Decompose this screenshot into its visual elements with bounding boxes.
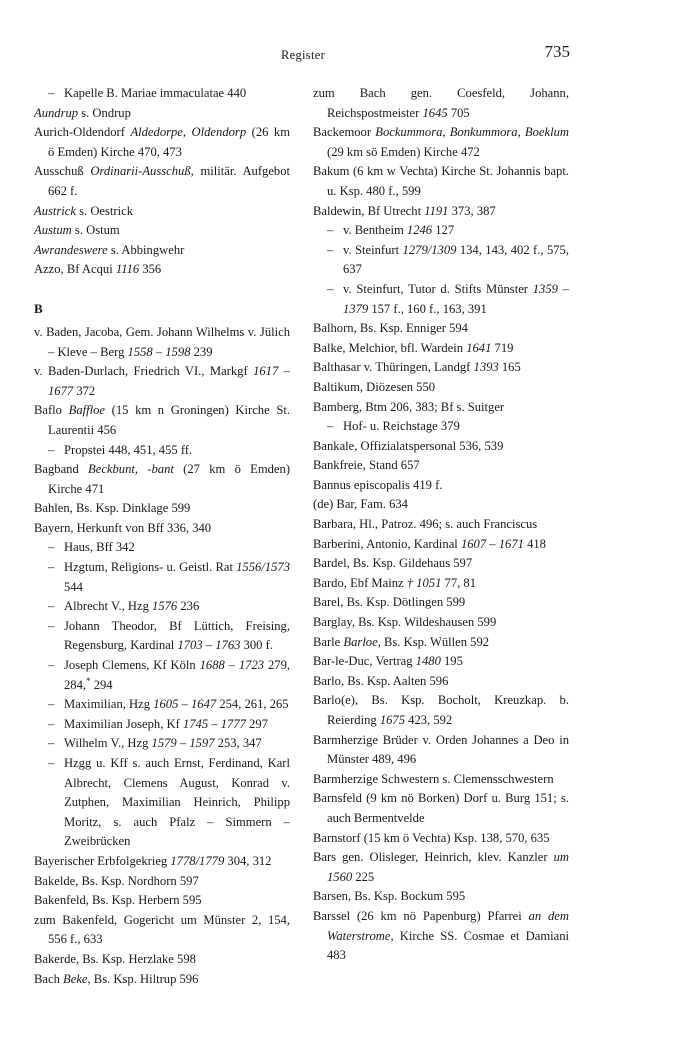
index-subentry: – Maximilian, Hzg 1605 – 1647 254, 261, 265 [34, 695, 290, 715]
index-entry: zum Bach gen. Coesfeld, Johann, Reichspostmeister 1645 705 [313, 86, 569, 120]
page-header [36, 42, 570, 66]
index-entry: Barnsfeld (9 km nö Borken) Dorf u. Burg 151; s. auch Bermentvelde [313, 791, 569, 825]
index-entry: Balthasar v. Thüringen, Landgf 1393 165 [313, 360, 521, 375]
index-entry: Bar-le-Duc, Vertrag 1480 195 [313, 654, 463, 669]
index-entry: Backemoor Bockummora, Bonkummora, Boeklum (29 km sö Emden) Kirche 472 [313, 125, 569, 159]
index-subentry: – Joseph Clemens, Kf Köln 1688 – 1723 279, 284,* 294 [34, 656, 290, 695]
index-entry: Bamberg, Btm 206, 383; Bf s. Suitger [313, 399, 505, 414]
index-entry: Barnstorf (15 km ö Vechta) Ksp. 138, 570, 635 [313, 830, 550, 845]
index-entry: Austum s. Ostum [34, 223, 120, 238]
page-number: 735 [544, 42, 570, 61]
index-entry: Barmherzige Schwestern s. Clemensschwestern [313, 771, 554, 786]
index-entry: Bakenfeld, Bs. Ksp. Herbern 595 [34, 893, 202, 908]
section-letter: B [34, 300, 43, 316]
index-entry: Bayerischer Erbfolgekrieg 1778/1779 304, 312 [34, 853, 272, 868]
index-subentry: – Propstei 448, 451, 455 ff. [34, 441, 290, 461]
index-entry: Bakerde, Bs. Ksp. Herzlake 598 [34, 951, 196, 966]
index-entry: Awrandeswere s. Abbingwehr [34, 242, 185, 257]
index-subentry: – Kapelle B. Mariae immaculatae 440 [34, 84, 290, 104]
index-entry: Bagband Beckbunt, -bant (27 km ö Emden) Kirche 471 [34, 462, 291, 496]
right-entries [313, 84, 569, 966]
index-subentry: – Wilhelm V., Hzg 1579 – 1597 253, 347 [34, 734, 290, 754]
left-column [34, 84, 290, 989]
index-entry: Bars gen. Olisleger, Heinrich, klev. Kanzler um 1560 225 [313, 850, 569, 884]
index-subentry: – Hzgg u. Kff s. auch Ernst, Ferdinand, Karl Albrecht, Clemens August, Konrad v. Zutphen, Maximilian Heinrich, Philipp Moritz, s. auch Pfalz – Simmern – Zweibrücken [34, 754, 290, 852]
index-entry: Aundrup s. Ondrup [34, 105, 131, 120]
index-entry: Bankfreie, Stand 657 [313, 458, 420, 473]
index-entry: Bahlen, Bs. Ksp. Dinklage 599 [34, 501, 191, 516]
index-entry: Barssel (26 km nö Papenburg) Pfarrei an dem Waterstrome, Kirche SS. Cosmae et Damiani 483 [313, 908, 569, 963]
index-entry: Barle Barloe, Bs. Ksp. Wüllen 592 [313, 634, 490, 649]
left-entries-b [34, 323, 290, 989]
index-entry: Baltikum, Diözesen 550 [313, 379, 436, 394]
index-entry: Azzo, Bf Acqui 1116 356 [34, 262, 162, 277]
running-head: Register [280, 48, 326, 62]
index-entry: Barberini, Antonio, Kardinal 1607 – 1671 418 [313, 536, 546, 551]
index-entry: Austrick s. Oestrick [34, 203, 133, 218]
index-entry: Baldewin, Bf Utrecht 1191 373, 387 [313, 203, 496, 218]
right-column [313, 84, 569, 966]
index-subentry: – v. Steinfurt, Tutor d. Stifts Münster 1359 – 1379 157 f., 160 f., 163, 391 [313, 280, 569, 319]
index-entry: Barlo(e), Bs. Ksp. Bocholt, Kreuzkap. b. Reierding 1675 423, 592 [313, 693, 569, 727]
index-subentry: – v. Bentheim 1246 127 [313, 221, 569, 241]
index-entry: Bakum (6 km w Vechta) Kirche St. Johannis bapt. u. Ksp. 480 f., 599 [313, 164, 569, 198]
index-entry: Bannus episcopalis 419 f. [313, 477, 443, 492]
index-entry: v. Baden, Jacoba, Gem. Johann Wilhelms v. Jülich – Kleve – Berg 1558 – 1598 239 [34, 324, 290, 359]
index-entry: Barmherzige Brüder v. Orden Johannes a Deo in Münster 489, 496 [313, 732, 569, 767]
index-entry: Barbara, Hl., Patroz. 496; s. auch Franciscus [313, 517, 538, 532]
index-entry: Bankale, Offizialatspersonal 536, 539 [313, 438, 504, 453]
index-entry: Balke, Melchior, bfl. Wardein 1641 719 [313, 340, 514, 355]
index-entry: Bach Beke, Bs. Ksp. Hiltrup 596 [34, 971, 199, 986]
index-entry: (de) Bar, Fam. 634 [313, 497, 408, 512]
index-subentry: – Hzgtum, Religions- u. Geistl. Rat 1556/1573 544 [34, 558, 290, 597]
index-entry: Bardel, Bs. Ksp. Gildehaus 597 [313, 556, 473, 571]
index-entry: Bakelde, Bs. Ksp. Nordhorn 597 [34, 873, 199, 888]
index-subentry: – Johann Theodor, Bf Lüttich, Freising, Regensburg, Kardinal 1703 – 1763 300 f. [34, 617, 290, 656]
index-entry: Aurich-Oldendorf Aldedorpe, Oldendorp (26 km ö Emden) Kirche 470, 473 [34, 125, 291, 159]
index-entry: Bayern, Herkunft von Bff 336, 340 [34, 520, 212, 535]
index-entry: Balhorn, Bs. Ksp. Enniger 594 [313, 321, 468, 336]
index-subentry: – Maximilian Joseph, Kf 1745 – 1777 297 [34, 715, 290, 735]
index-entry: v. Baden-Durlach, Friedrich VI., Markgf 1617 – 1677 372 [34, 364, 290, 398]
index-entry: Barsen, Bs. Ksp. Bockum 595 [313, 889, 466, 904]
index-entry: Ausschuß Ordinarii-Ausschuß, militär. Aufgebot 662 f. [34, 164, 291, 198]
index-subentry: – v. Steinfurt 1279/1309 134, 143, 402 f., 575, 637 [313, 241, 569, 280]
index-entry: Barglay, Bs. Ksp. Wildeshausen 599 [313, 615, 497, 630]
index-entry: zum Bakenfeld, Gogericht um Münster 2, 154, 556 f., 633 [34, 912, 290, 947]
index-subentry: – Hof- u. Reichstage 379 [313, 417, 569, 437]
index-entry: Baflo Baffloe (15 km n Groningen) Kirche St. Laurentii 456 [34, 403, 290, 437]
left-entries-a [34, 84, 290, 280]
index-entry: Barel, Bs. Ksp. Dötlingen 599 [313, 595, 466, 610]
index-entry: Barlo, Bs. Ksp. Aalten 596 [313, 673, 449, 688]
index-entry: Bardo, Ebf Mainz † 1051 77, 81 [313, 575, 477, 590]
index-subentry: – Haus, Bff 342 [34, 538, 290, 558]
index-subentry: – Albrecht V., Hzg 1576 236 [34, 597, 290, 617]
